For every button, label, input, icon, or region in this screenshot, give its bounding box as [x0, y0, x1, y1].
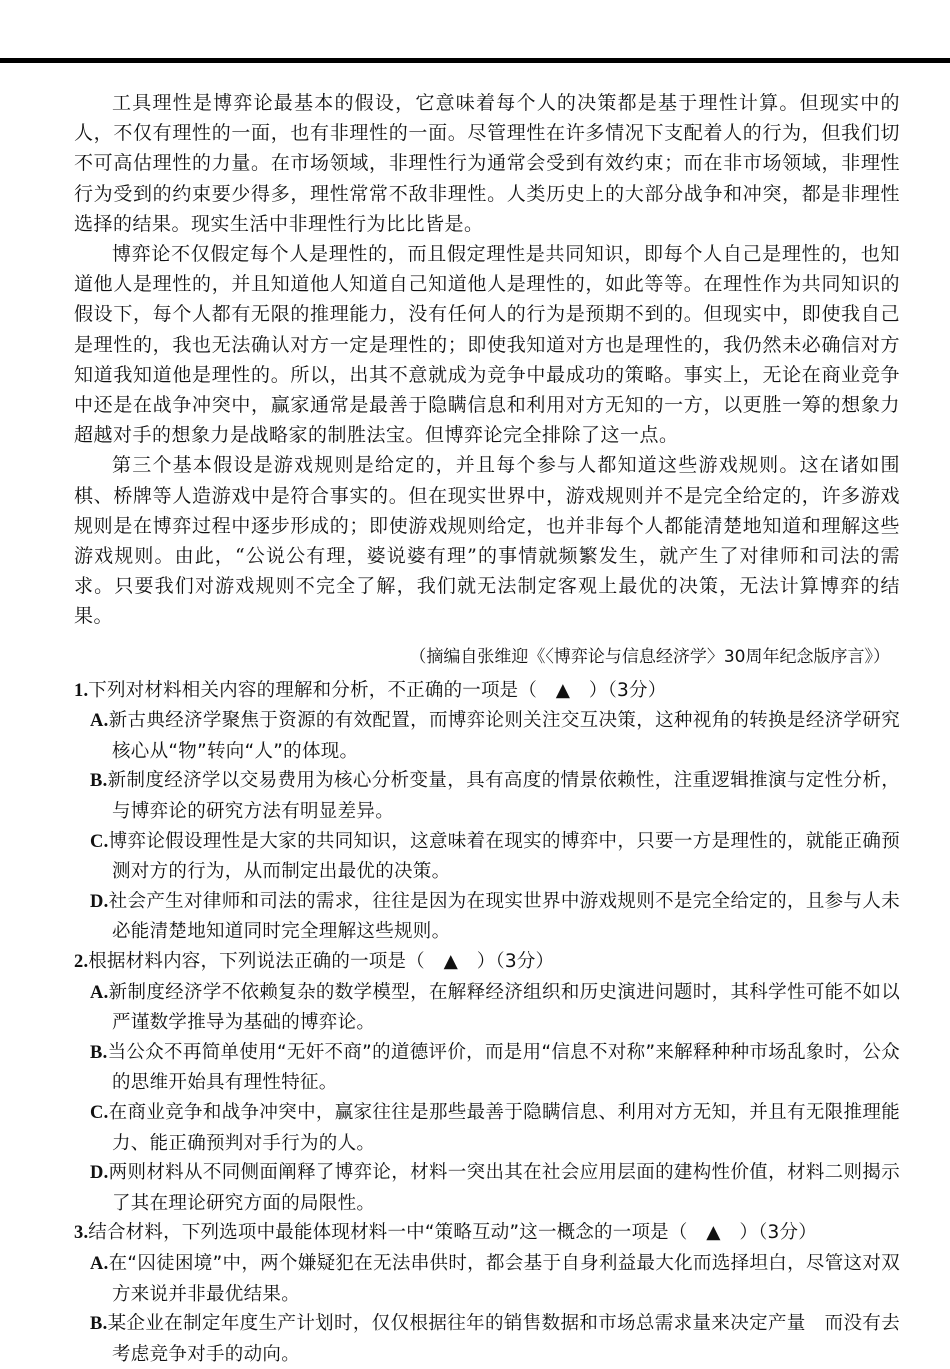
reading-passage [74, 88, 900, 672]
option-letter: A. [90, 982, 109, 1003]
option-letter: B. [90, 771, 108, 792]
option-text: 当公众不再简单使用“无奸不商”的道德评价，而是用“信息不对称”来解释种种市场乱象时，公众的思维开始具有理性特征。 [107, 1041, 900, 1094]
option-letter: B. [90, 1314, 108, 1335]
question-text: 根据材料内容，下列说法正确的一项是（ ▲ ）（3分） [88, 951, 555, 972]
option-a [74, 978, 900, 1038]
question-text: 结合材料，下列选项中最能体现材料一中“策略互动”这一概念的一项是（ ▲ ）（3分） [88, 1222, 817, 1244]
question-1 [74, 676, 900, 947]
passage-source-citation: （摘编自张维迎《〈博弈论与信息经济学〉30周年纪念版序言》） [409, 646, 890, 667]
option-text: 在“囚徒困境”中，两个嫌疑犯在无法串供时，都会基于自身利益最大化而选择坦白，尽管这对双方来说并非最优结果。 [108, 1252, 900, 1305]
question-stem [74, 1218, 900, 1249]
option-letter: D. [90, 891, 109, 912]
option-a [74, 706, 900, 766]
option-c [74, 1098, 900, 1158]
question-2 [74, 947, 900, 1218]
option-text: 两则材料从不同侧面阐释了博弈论，材料一突出其在社会应用层面的建构性价值，材料二则揭示了其在理论研究方面的局限性。 [108, 1162, 900, 1214]
option-text: 博弈论假设理性是大家的共同知识，这意味着在现实的博弈中，只要一方是理性的，就能正确预测对方的行为，从而制定出最优的决策。 [108, 830, 900, 883]
option-b [74, 766, 900, 826]
option-text: 新制度经济学以交易费用为核心分析变量，具有高度的情景依赖性，注重逻辑推演与定性分析，与博弈论的研究方法有明显差异。 [107, 770, 900, 823]
document-page [74, 88, 900, 1369]
option-d [74, 1158, 900, 1218]
question-number: 2. [74, 952, 89, 972]
option-text: 某企业在制定年度生产计划时，仅仅根据往年的销售数据和市场总需求量来决定产量 而没有去考虑竞争对手的动向。 [107, 1313, 900, 1365]
option-letter: A. [90, 1253, 109, 1274]
option-letter: C. [90, 831, 109, 852]
option-text: 新古典经济学聚焦于资源的有效配置，而博弈论则关注交互决策，这种视角的转换是经济学研究核心从“物”转向“人”的体现。 [108, 710, 900, 762]
passage-paragraph-1: 工具理性是博弈论最基本的假设，它意味着每个人的决策都是基于理性计算。但现实中的人，不仅有理性的一面，也有非理性的一面。尽管理性在许多情况下支配着人的行为，但我们切不可高估理性的力量。在市场领域，非理性行为通常会受到有效约束；而在非市场领域，非理性行为受到的约束要少得多，理性常常不敌非理性。人类历史上的大部分战争和冲突，都是非理性选择的结果。现实生活中非理性行为比比皆是。 [74, 92, 900, 235]
option-d [74, 887, 900, 947]
option-text: 在商业竞争和战争冲突中，赢家往往是那些最善于隐瞒信息、利用对方无知，并且有无限推理能力、能正确预判对手行为的人。 [108, 1101, 900, 1154]
question-number: 1. [74, 680, 89, 701]
option-b [74, 1309, 900, 1369]
passage-paragraph-3: 第三个基本假设是游戏规则是给定的，并且每个参与人都知道这些游戏规则。这在诸如围棋、桥牌等人造游戏中是符合事实的。但在现实世界中，游戏规则并不是完全给定的，许多游戏规则是在博弈过程中逐步形成的；即使游戏规则给定，也并非每个人都能清楚地知道和理解这些游戏规则。由此，“公说公有理，婆说婆有理”的事情就频繁发生，就产生了对律师和司法的需求。只要我们对游戏规则不完全了解，我们就无法制定客观上最优的决策，无法计算博弈的结果。 [74, 454, 900, 628]
option-text: 社会产生对律师和司法的需求，往往是因为在现实世界中游戏规则不是完全给定的，且参与人未必能清楚地知道同时完全理解这些规则。 [108, 890, 900, 943]
option-letter: A. [90, 711, 109, 732]
option-a [74, 1249, 900, 1309]
question-stem [74, 947, 900, 978]
question-number: 3. [74, 1223, 89, 1244]
passage-paragraph-2: 博弈论不仅假定每个人是理性的，而且假定理性是共同知识，即每个人自己是理性的，也知道他人是理性的，并且知道他人知道自己知道他人是理性的，如此等等。在理性作为共同知识的假设下，每个人都有无限的推理能力，没有任何人的行为是预期不到的。但现实中，即使我自己是理性的，我也无法确认对方一定是理性的；即使我知道对方也是理性的，我仍然未必确信对方知道我知道他是理性的。所以，出其不意就成为竞争中最成功的策略。事实上，无论在商业竞争中还是在战争冲突中，赢家通常是最善于隐瞒信息和利用对方无知的一方，以更胜一筹的想象力超越对手的想象力是战略家的制胜法宝。但博弈论完全排除了这一点。 [74, 243, 900, 447]
question-text: 下列对材料相关内容的理解和分析，不正确的一项是（ ▲ ）（3分） [88, 679, 667, 701]
option-b [74, 1038, 900, 1098]
question-list [74, 676, 900, 1369]
option-letter: B. [90, 1042, 108, 1063]
option-letter: D. [90, 1163, 109, 1184]
question-stem [74, 676, 900, 707]
question-3 [74, 1218, 900, 1369]
top-rule [0, 58, 950, 63]
option-letter: C. [90, 1102, 109, 1123]
option-c [74, 827, 900, 887]
option-text: 新制度经济学不依赖复杂的数学模型，在解释经济组织和历史演进问题时，其科学性可能不如以严谨数学推导为基础的博弈论。 [108, 981, 900, 1034]
